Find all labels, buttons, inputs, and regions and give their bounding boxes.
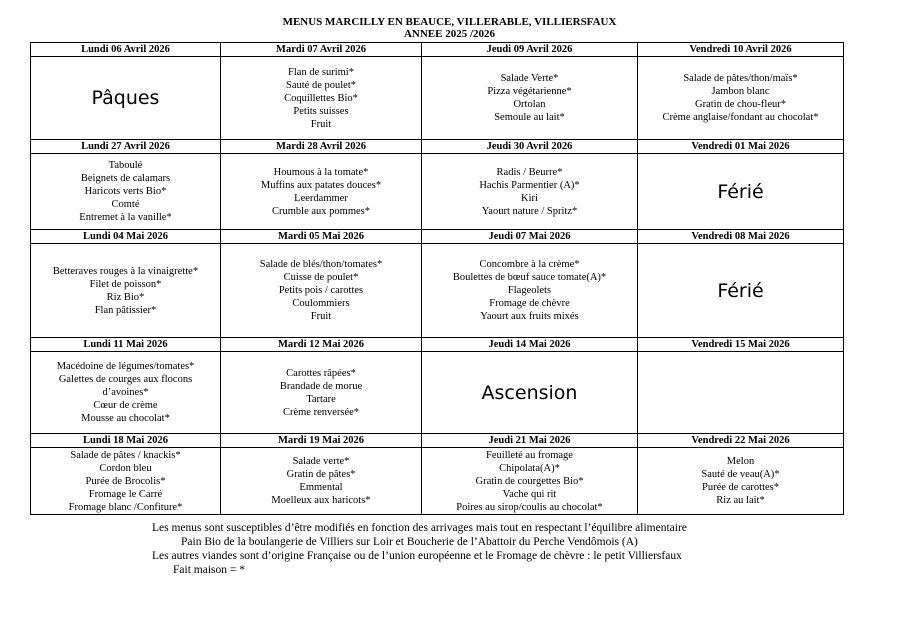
menu-item: Moelleux aux haricots*: [271, 495, 371, 506]
day-header-mardi: Mardi 19 Mai 2026: [221, 434, 422, 448]
menu-item: Fruit: [310, 311, 332, 322]
day-menu-lundi: [31, 244, 221, 338]
menu-item: Kiri: [521, 192, 538, 204]
footer-note-homemade: Fait maison = *: [173, 564, 245, 576]
menu-item: Brandade de morue: [279, 380, 363, 392]
day-header-jeudi: Jeudi 30 Avril 2026: [422, 140, 638, 154]
menu-table: [30, 42, 844, 515]
menu-item: Comté: [111, 199, 140, 210]
day-menu-mardi: [221, 352, 422, 434]
menu-item: Emmental: [299, 482, 343, 493]
week-header-row: [31, 434, 844, 448]
menu-item: Gratin de courgettes Bio*: [475, 475, 584, 487]
menu-item: Flan pâtissier*: [94, 304, 157, 316]
day-menu-lundi: [31, 57, 221, 140]
menu-item: Beignets de calamars: [80, 173, 171, 184]
menu-item: Fruit: [310, 118, 332, 130]
menu-item: Crème anglaise/fondant au chocolat*: [662, 112, 819, 123]
menu-item: Galettes de courges aux flocons: [58, 374, 193, 385]
menu-item: Concombre à la crème*: [479, 259, 580, 270]
day-menu-vendredi: [638, 154, 844, 230]
menu-item: Petits pois / carottes: [278, 285, 364, 296]
menu-item: Filet de poisson*: [89, 278, 162, 290]
menu-item: Crumble aux pommes*: [272, 205, 370, 217]
day-menu-jeudi: [422, 244, 638, 338]
menu-item: Hachis Parmentier (A)*: [479, 179, 580, 191]
menu-item: Melon: [726, 456, 755, 467]
menu-item: Sauté de veau(A)*: [701, 469, 780, 480]
menu-item: Fromage blanc /Confiture*: [68, 501, 183, 513]
day-menu-vendredi: [638, 57, 844, 140]
day-menu-vendredi: [638, 448, 844, 515]
day-header-jeudi: Jeudi 09 Avril 2026: [422, 43, 638, 57]
menu-item: Salade de blés/thon/tomates*: [259, 259, 383, 270]
menu-item: Flan de surimi*: [288, 66, 354, 78]
day-menu-jeudi: [422, 154, 638, 230]
menu-item: Muffins aux patates douces*: [260, 179, 382, 191]
menu-item: Vache qui rit: [502, 488, 557, 500]
day-header-vendredi: Vendredi 22 Mai 2026: [638, 434, 844, 448]
menu-item: Feuilleté au fromage: [486, 449, 573, 461]
menu-item: Macédoine de légumes/tomates*: [56, 361, 195, 372]
menu-item: Riz Bio*: [106, 291, 145, 303]
day-header-lundi: Lundi 18 Mai 2026: [31, 434, 221, 448]
day-header-vendredi: Vendredi 08 Mai 2026: [638, 230, 844, 244]
day-menu-lundi: [31, 448, 221, 515]
menu-item: Salade de pâtes/thon/maïs*: [683, 73, 798, 84]
menu-item: Salade verte*: [292, 456, 350, 467]
holiday-label: Pâques: [91, 87, 160, 109]
day-header-jeudi: Jeudi 14 Mai 2026: [422, 338, 638, 352]
menu-item: Yaourt aux fruits mixés: [480, 311, 579, 322]
menu-item: Haricots verts Bio*: [84, 186, 167, 197]
menu-item: Cœur de crème: [93, 400, 158, 411]
day-menu-vendredi: [638, 352, 844, 434]
week-menu-row: [31, 448, 844, 515]
day-header-jeudi: Jeudi 21 Mai 2026: [422, 434, 638, 448]
day-header-vendredi: Vendredi 15 Mai 2026: [638, 338, 844, 352]
day-header-mardi: Mardi 07 Avril 2026: [221, 43, 422, 57]
menu-year: ANNEE 2025 /2026: [403, 28, 496, 40]
day-menu-lundi: [31, 352, 221, 434]
day-menu-mardi: [221, 57, 422, 140]
menu-item: Gratin de pâtes*: [286, 469, 356, 480]
week-menu-row: [31, 352, 844, 434]
day-menu-mardi: [221, 244, 422, 338]
menu-item: Radis / Beurre*: [496, 166, 563, 178]
day-header-mardi: Mardi 05 Mai 2026: [221, 230, 422, 244]
menu-item: Sauté de poulet*: [286, 79, 356, 91]
day-menu-mardi: [221, 448, 422, 515]
menu-item: Ortolan: [513, 99, 546, 110]
menu-item: Yaourt nature / Spritz*: [481, 205, 578, 217]
menu-item: Purée de carottes*: [702, 482, 779, 493]
menu-item: Fromage de chèvre: [489, 298, 570, 309]
menu-item: Mousse au chocolat*: [81, 413, 170, 424]
week-menu-row: [31, 154, 844, 230]
week-menu-row: [31, 244, 844, 338]
menu-item: Pizza végétarienne*: [487, 86, 572, 97]
day-header-mardi: Mardi 12 Mai 2026: [221, 338, 422, 352]
menu-item: Tartare: [306, 393, 336, 405]
day-header-lundi: Lundi 06 Avril 2026: [31, 43, 221, 57]
day-menu-jeudi: [422, 448, 638, 515]
holiday-label: Férié: [717, 279, 764, 302]
week-header-row: [31, 230, 844, 244]
menu-title: MENUS MARCILLY EN BEAUCE, VILLERABLE, VILLIERSFAUX: [282, 16, 617, 28]
day-menu-vendredi: [638, 244, 844, 338]
menu-item: Salade Verte*: [500, 73, 559, 84]
footer-note-modifications: Les menus sont susceptibles d’être modifiés en fonction des arrivages mais tout en respectant l’équilibre alimentaire: [152, 522, 687, 534]
menu-item: Taboulé: [108, 160, 143, 171]
menu-item: Fromage le Carré: [88, 488, 163, 500]
day-header-lundi: Lundi 04 Mai 2026: [31, 230, 221, 244]
menu-item: Purée de Brocolis*: [85, 475, 166, 487]
footer-note-suppliers: Pain Bio de la boulangerie de Villiers sur Loir et Boucherie de l’Abattoir du Perche Vendômois (A): [181, 536, 638, 548]
menu-item: Crème renversée*: [282, 406, 360, 418]
menu-item: Betteraves rouges à la vinaigrette*: [52, 265, 199, 277]
day-menu-lundi: [31, 154, 221, 230]
menu-item: Boulettes de bœuf sauce tomate(A)*: [452, 272, 607, 283]
menu-item: Gratin de chou-fleur*: [695, 99, 786, 110]
menu-item: d’avoines*: [102, 387, 149, 398]
day-menu-mardi: [221, 154, 422, 230]
menu-item: Poires au sirop/coulis au chocolat*: [456, 501, 603, 513]
holiday-label: Ascension: [481, 381, 578, 404]
menu-item: Entremet à la vanille*: [79, 212, 172, 223]
menu-item: Coulommiers: [292, 298, 350, 309]
menu-item: Chipolata(A)*: [499, 462, 560, 474]
week-header-row: [31, 43, 844, 57]
week-header-row: [31, 338, 844, 352]
holiday-label: Férié: [717, 180, 764, 203]
menu-item: Salade de pâtes / knackis*: [70, 449, 181, 461]
menu-item: Flageolets: [507, 285, 552, 296]
menu-item: Carottes râpées*: [286, 367, 356, 379]
day-menu-jeudi: [422, 57, 638, 140]
footer-note-origin: Les autres viandes sont d’origine Française ou de l’union européenne et le Fromage de chèvre : le petit Villiersfaux: [152, 550, 682, 562]
week-menu-row: [31, 57, 844, 140]
menu-item: Leerdammer: [294, 192, 348, 204]
day-header-vendredi: Vendredi 10 Avril 2026: [638, 43, 844, 57]
menu-item: Houmous à la tomate*: [273, 166, 369, 178]
week-header-row: [31, 140, 844, 154]
day-header-mardi: Mardi 28 Avril 2026: [221, 140, 422, 154]
day-menu-jeudi: [422, 352, 638, 434]
menu-item: Semoule au lait*: [494, 112, 565, 123]
day-header-lundi: Lundi 27 Avril 2026: [31, 140, 221, 154]
menu-item: Cuisse de poulet*: [283, 272, 359, 283]
day-header-jeudi: Jeudi 07 Mai 2026: [422, 230, 638, 244]
menu-item: Cordon bleu: [99, 462, 152, 474]
day-header-vendredi: Vendredi 01 Mai 2026: [638, 140, 844, 154]
menu-item: Jambon blanc: [711, 86, 770, 97]
menu-item: Petits suisses: [293, 105, 349, 117]
menu-item: Riz au lait*: [716, 495, 765, 506]
day-header-lundi: Lundi 11 Mai 2026: [31, 338, 221, 352]
menu-item: Coquillettes Bio*: [284, 92, 358, 104]
